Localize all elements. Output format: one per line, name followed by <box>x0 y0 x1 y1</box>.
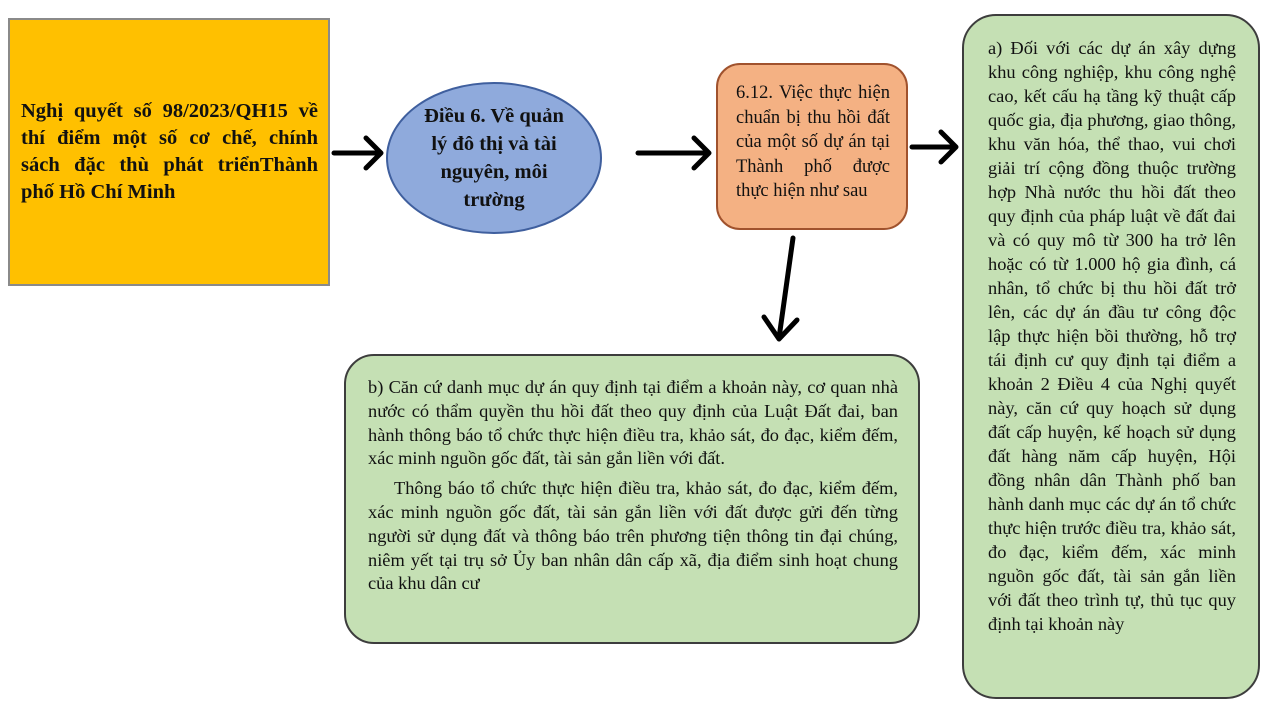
point-a-text: a) Đối với các dự án xây dựng khu công nghiệp, khu công nghệ cao, kết cấu hạ tầng kỹ thuật cấp quốc gia, địa phương, giao thông, khu văn hóa, thể thao, vui chơi giải trí cộng đồng thuộc trường hợp Nhà nước thu hồi đất theo quy định của pháp luật về đất đai và có quy mô từ 300 ha trở lên hoặc có từ 1.000 hộ gia đình, cá nhân, tổ chức bị thu hồi đất trở lên, các dự án đầu tư công độc lập thực hiện bồi thường, hỗ trợ tái định cư quy định tại điểm a khoản 2 Điều 4 của Nghị quyết này, căn cứ quy hoạch sử dụng đất cấp huyện, kế hoạch sử dụng đất hàng năm cấp huyện, Hội đồng nhân dân Thành phố ban hành danh mục các dự án tổ chức thực hiện trước điều tra, khảo sát, đo đạc, kiểm đếm, xác minh nguồn gốc đất, tài sản gắn liền với đất theo trình tự, thủ tục quy định tại khoản này <box>988 38 1236 634</box>
arrow-article-to-clause <box>638 138 709 168</box>
clause-text: 6.12. Việc thực hiện chuẩn bị thu hồi đất của một số dự án tại Thành phố được thực hiện như sau <box>736 83 890 201</box>
point-b-text-1: b) Căn cứ danh mục dự án quy định tại điểm a khoản này, cơ quan nhà nước có thẩm quyền thu hồi đất theo quy định của Luật Đất đai, ban hành thông báo tổ chức thực hiện điều tra, khảo sát, đo đạc, kiểm đếm, xác minh nguồn gốc đất, tài sản gắn liền với đất. <box>368 377 898 469</box>
arrow-clause-to-point-b <box>764 238 797 339</box>
arrow-clause-to-point-a <box>912 132 956 162</box>
arrow-resolution-to-article <box>334 138 381 168</box>
resolution-text: Nghị quyết số 98/2023/QH15 về thí điểm một số cơ chế, chính sách đặc thù phát triểnThành phố Hồ Chí Minh <box>21 100 318 203</box>
point-b-text-2: Thông báo tổ chức thực hiện điều tra, khảo sát, đo đạc, kiểm đếm, xác minh nguồn gốc đất, tài sản gắn liền với đất được gửi đến từng người sử dụng đất và thông báo trên phương tiện thông tin đại chúng, niêm yết tại trụ sở Ủy ban nhân dân cấp xã, địa điểm sinh hoạt chung của khu dân cư <box>368 478 898 594</box>
article-text: Điều 6. Về quản lý đô thị và tài nguyên, môi trường <box>424 105 564 211</box>
